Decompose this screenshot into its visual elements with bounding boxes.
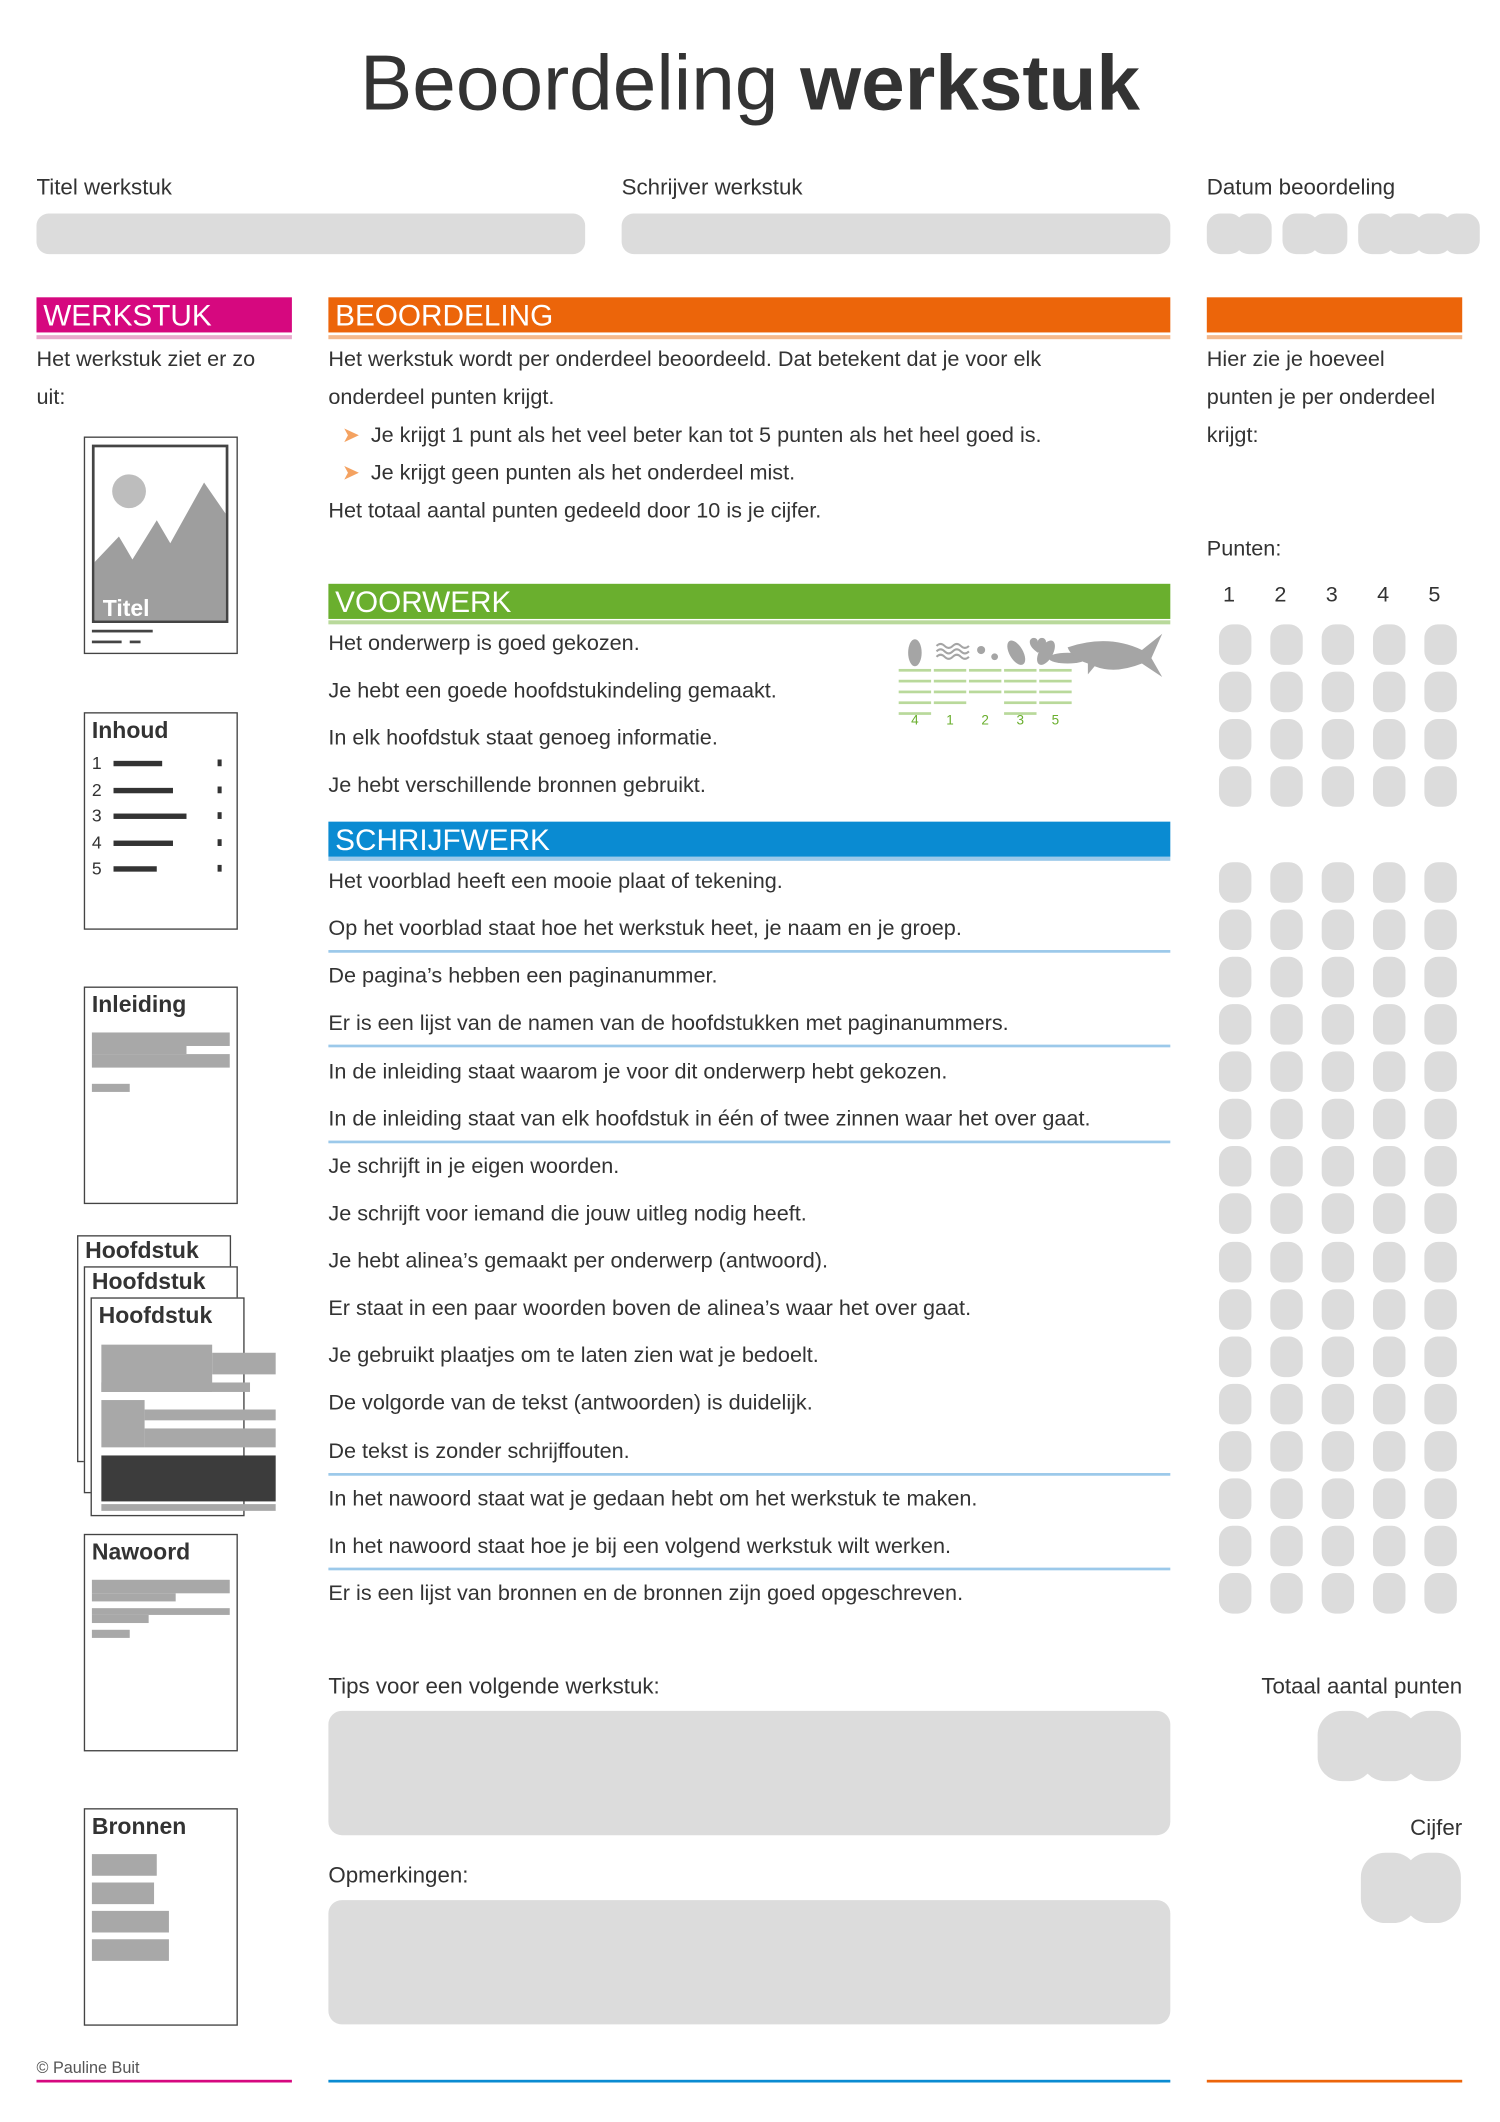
score-line — [1004, 669, 1036, 672]
score-line — [1039, 701, 1071, 704]
titel-field[interactable] — [36, 214, 585, 255]
score-3-checkbox[interactable] — [1322, 862, 1354, 903]
score-2-checkbox[interactable] — [1270, 1099, 1302, 1140]
score-line — [1039, 669, 1071, 672]
criterion-item: In de inleiding staat waarom je voor dit onderwerp hebt gekozen. — [328, 1060, 948, 1084]
score-1-checkbox[interactable] — [1219, 862, 1251, 903]
beoordeling-header: BEOORDELING — [328, 297, 1170, 332]
intro-line: krijgt: — [1206, 424, 1259, 448]
beoordeling-text — [328, 342, 1179, 531]
chevron-icon: ➤ — [341, 424, 361, 448]
beoordeling-underline — [328, 335, 1170, 339]
cijfer-label: Cijfer — [1410, 1816, 1463, 1841]
criterion-item: Er is een lijst van de namen van de hoofdstukken met paginanummers. — [328, 1001, 1170, 1048]
score-3-checkbox[interactable] — [1322, 1051, 1354, 1092]
score-1-checkbox[interactable] — [1219, 1146, 1251, 1187]
score-4-checkbox[interactable] — [1373, 1004, 1405, 1045]
hoofdstuk-title: Hoofdstuk — [85, 1237, 199, 1264]
score-3-checkbox[interactable] — [1322, 1289, 1354, 1330]
score-1-checkbox[interactable] — [1219, 1336, 1251, 1377]
score-4-checkbox[interactable] — [1373, 956, 1405, 997]
score-5-checkbox[interactable] — [1424, 1004, 1456, 1045]
plankton-icon — [991, 653, 998, 660]
bullet-1 — [328, 418, 1179, 456]
digit-box[interactable] — [1404, 1711, 1461, 1781]
score-1-checkbox[interactable] — [1219, 1004, 1251, 1045]
score-label: 4 — [911, 712, 919, 728]
outro-line: Het totaal aantal punten gedeeld door 10 is je cijfer. — [328, 500, 822, 523]
score-3-checkbox[interactable] — [1322, 956, 1354, 997]
intro-line: punten je per onderdeel — [1206, 386, 1436, 410]
score-5-checkbox[interactable] — [1424, 1099, 1456, 1140]
score-2-checkbox[interactable] — [1270, 1336, 1302, 1377]
score-line — [1004, 701, 1036, 704]
score-2-checkbox[interactable] — [1270, 862, 1302, 903]
score-3-checkbox[interactable] — [1322, 1146, 1354, 1187]
criterion-item: Het onderwerp is goed gekozen. — [328, 632, 640, 656]
hoofdstuk-page-icon — [91, 1297, 245, 1516]
bronnen-page-icon — [84, 1808, 238, 2026]
score-5-checkbox[interactable] — [1424, 1384, 1456, 1425]
toc-number: 3 — [91, 805, 102, 826]
nawoord-page-icon — [84, 1534, 238, 1752]
score-5-checkbox[interactable] — [1424, 1479, 1456, 1520]
voorwerk-header: VOORWERK — [328, 584, 1170, 619]
score-label: 1 — [946, 712, 954, 728]
toc-row — [92, 855, 227, 881]
score-4-checkbox[interactable] — [1373, 624, 1405, 665]
score-3-checkbox[interactable] — [1322, 1194, 1354, 1235]
score-4-checkbox[interactable] — [1373, 1051, 1405, 1092]
bullet-text: Je krijgt 1 punt als het veel beter kan tot 5 punten als het heel goed is. — [370, 424, 1042, 448]
score-label: 2 — [981, 712, 989, 728]
criterion-item: Je schrijft in je eigen woorden. — [328, 1155, 620, 1179]
score-4-checkbox[interactable] — [1373, 671, 1405, 712]
chevron-icon: ➤ — [341, 462, 361, 486]
cover-page-icon — [84, 437, 238, 655]
score-4-checkbox[interactable] — [1373, 1194, 1405, 1235]
score-line — [1039, 680, 1071, 683]
score-5-checkbox[interactable] — [1424, 624, 1456, 665]
score-3-checkbox[interactable] — [1322, 1099, 1354, 1140]
score-line — [899, 691, 931, 694]
cijfer-field[interactable] — [1361, 1853, 1453, 1923]
score-5-checkbox[interactable] — [1424, 766, 1456, 807]
toc-row — [92, 750, 227, 776]
date-group[interactable] — [1207, 214, 1264, 255]
punten-label: Punten: — [1206, 537, 1282, 561]
score-2-checkbox[interactable] — [1270, 956, 1302, 997]
points-header — [1207, 297, 1462, 332]
score-5-checkbox[interactable] — [1424, 1431, 1456, 1472]
toc-row — [92, 803, 227, 829]
score-line — [899, 701, 931, 704]
criterion-item: Er is een lijst van bronnen en de bronnen zijn goed opgeschreven. — [328, 1582, 964, 1606]
toc-number: 1 — [91, 752, 102, 774]
score-1-checkbox[interactable] — [1219, 1526, 1251, 1567]
criterion-item: De tekst is zonder schrijffouten. — [328, 1428, 1170, 1475]
points-intro — [1207, 342, 1477, 456]
inhoud-title: Inhoud — [91, 717, 169, 744]
bronnen-title: Bronnen — [91, 1813, 187, 1840]
score-4-checkbox[interactable] — [1373, 1146, 1405, 1187]
score-2-checkbox[interactable] — [1270, 624, 1302, 665]
score-5-checkbox[interactable] — [1424, 956, 1456, 997]
fish-icon — [908, 639, 922, 666]
score-4-checkbox[interactable] — [1373, 1099, 1405, 1140]
schrijfwerk-header: SCHRIJFWERK — [328, 822, 1170, 857]
scale-number: 2 — [1274, 583, 1287, 607]
score-5-checkbox[interactable] — [1424, 1194, 1456, 1235]
intro-line: Hier zie je hoeveel — [1206, 348, 1385, 372]
hoofdstuk-title: Hoofdstuk — [98, 1302, 213, 1329]
werkstuk-underline — [36, 335, 291, 339]
toc-row — [92, 776, 227, 802]
date-group[interactable] — [1358, 214, 1472, 255]
criterion-item: In de inleiding staat van elk hoofdstuk in één of twee zinnen waar het over gaat. — [328, 1095, 1170, 1142]
date-digit-box[interactable] — [1443, 214, 1479, 255]
score-line — [1004, 691, 1036, 694]
date-digit-box[interactable] — [1235, 214, 1271, 255]
score-1-checkbox[interactable] — [1219, 956, 1251, 997]
score-2-checkbox[interactable] — [1270, 1194, 1302, 1235]
score-1-checkbox[interactable] — [1219, 624, 1251, 665]
score-5-checkbox[interactable] — [1424, 1051, 1456, 1092]
score-4-checkbox[interactable] — [1373, 766, 1405, 807]
score-5-checkbox[interactable] — [1424, 1336, 1456, 1377]
datum-label: Datum beoordeling — [1206, 175, 1396, 201]
score-5-checkbox[interactable] — [1424, 862, 1456, 903]
title-bold: werkstuk — [800, 39, 1141, 128]
score-2-checkbox[interactable] — [1270, 1384, 1302, 1425]
score-line — [1004, 680, 1036, 683]
schrijver-field[interactable] — [622, 214, 1171, 255]
schrijver-label: Schrijver werkstuk — [621, 175, 803, 201]
score-line — [934, 691, 966, 694]
dolphin-icon — [1004, 638, 1029, 668]
score-1-checkbox[interactable] — [1219, 1051, 1251, 1092]
date-group[interactable] — [1282, 214, 1339, 255]
criterion-item: Je schrijft voor iemand die jouw uitleg nodig heeft. — [328, 1202, 807, 1226]
score-3-checkbox[interactable] — [1322, 1431, 1354, 1472]
score-1-checkbox[interactable] — [1219, 1431, 1251, 1472]
criterion-item: Op het voorblad staat hoe het werkstuk heet, je naam en je groep. — [328, 906, 1170, 953]
score-4-checkbox[interactable] — [1373, 1384, 1405, 1425]
score-1-checkbox[interactable] — [1219, 1241, 1251, 1282]
totaal-label: Totaal aantal punten — [1261, 1674, 1463, 1699]
score-label: 5 — [1051, 712, 1060, 728]
scale-number: 5 — [1428, 583, 1441, 607]
shark-icon — [1068, 634, 1163, 677]
score-1-checkbox[interactable] — [1219, 671, 1251, 712]
criterion-item: In het nawoord staat wat je gedaan hebt om het werkstuk te maken. — [328, 1487, 978, 1511]
title-light: Beoordeling — [360, 39, 779, 128]
score-2-checkbox[interactable] — [1270, 671, 1302, 712]
score-line — [934, 669, 966, 672]
score-line — [934, 680, 966, 683]
score-3-checkbox[interactable] — [1322, 1241, 1354, 1282]
score-line — [969, 680, 1001, 683]
criterion-item: Er staat in een paar woorden boven de alinea’s waar het over gaat. — [328, 1297, 972, 1321]
toc-number: 2 — [91, 779, 102, 800]
criterion-item: In elk hoofdstuk staat genoeg informatie. — [328, 727, 718, 751]
scale-number: 1 — [1223, 583, 1236, 607]
criterion-item: Je gebruikt plaatjes om te laten zien wat je bedoelt. — [328, 1345, 819, 1369]
score-5-checkbox[interactable] — [1424, 719, 1456, 760]
scale-number: 3 — [1325, 583, 1338, 607]
footer-line-werkstuk — [36, 2080, 291, 2083]
score-5-checkbox[interactable] — [1424, 1526, 1456, 1567]
werkstuk-header: WERKSTUK — [36, 297, 291, 332]
score-5-checkbox[interactable] — [1424, 1241, 1456, 1282]
score-line — [899, 669, 931, 672]
score-3-checkbox[interactable] — [1322, 1004, 1354, 1045]
score-4-checkbox[interactable] — [1373, 1289, 1405, 1330]
score-2-checkbox[interactable] — [1270, 766, 1302, 807]
score-1-checkbox[interactable] — [1219, 1289, 1251, 1330]
score-2-checkbox[interactable] — [1270, 1146, 1302, 1187]
score-line — [1039, 691, 1071, 694]
nawoord-title: Nawoord — [91, 1539, 191, 1565]
intro-line-1: Het werkstuk wordt per onderdeel beoordeeld. Dat betekent dat je voor elk — [328, 348, 1042, 372]
score-1-checkbox[interactable] — [1219, 1384, 1251, 1425]
score-label: 3 — [1016, 712, 1025, 728]
score-2-checkbox[interactable] — [1270, 1479, 1302, 1520]
inleiding-page-icon — [84, 987, 238, 1205]
score-4-checkbox[interactable] — [1373, 1241, 1405, 1282]
hoofdstuk-title: Hoofdstuk — [91, 1268, 206, 1295]
toc-number: 5 — [91, 858, 102, 879]
score-4-checkbox[interactable] — [1373, 1574, 1405, 1615]
score-2-checkbox[interactable] — [1270, 909, 1302, 950]
score-4-checkbox[interactable] — [1373, 862, 1405, 903]
score-1-checkbox[interactable] — [1219, 1574, 1251, 1615]
score-5-checkbox[interactable] — [1424, 1146, 1456, 1187]
score-1-checkbox[interactable] — [1219, 719, 1251, 760]
score-2-checkbox[interactable] — [1270, 1241, 1302, 1282]
score-1-checkbox[interactable] — [1219, 766, 1251, 807]
footer-line-beoordeling — [328, 2080, 1170, 2083]
criterion-item: De volgorde van de tekst (antwoorden) is duidelijk. — [328, 1392, 813, 1416]
werkstuk-intro: Het werkstuk ziet er zo uit: — [36, 348, 256, 410]
score-4-checkbox[interactable] — [1373, 1526, 1405, 1567]
waves-icon — [937, 649, 969, 653]
tips-label: Tips voor een volgende werkstuk: — [328, 1674, 660, 1699]
score-4-checkbox[interactable] — [1373, 909, 1405, 950]
score-line — [969, 669, 1001, 672]
score-1-checkbox[interactable] — [1219, 1194, 1251, 1235]
score-4-checkbox[interactable] — [1373, 1479, 1405, 1520]
page-title — [0, 38, 1500, 129]
score-5-checkbox[interactable] — [1424, 909, 1456, 950]
toc-row — [92, 829, 227, 855]
score-3-checkbox[interactable] — [1322, 1526, 1354, 1567]
criterion-item: Het voorblad heeft een mooie plaat of tekening. — [328, 870, 783, 894]
score-line — [934, 701, 966, 704]
totaal-field[interactable] — [1318, 1711, 1453, 1781]
score-2-checkbox[interactable] — [1270, 1289, 1302, 1330]
waves-icon — [937, 655, 969, 659]
cover-title: Titel — [102, 595, 150, 622]
score-line — [899, 680, 931, 683]
score-2-checkbox[interactable] — [1270, 1526, 1302, 1567]
score-2-checkbox[interactable] — [1270, 1004, 1302, 1045]
waves-icon — [937, 644, 969, 648]
criterion-item: De pagina’s hebben een paginanummer. — [328, 965, 718, 989]
score-3-checkbox[interactable] — [1322, 1479, 1354, 1520]
criterion-item: In het nawoord staat hoe je bij een volgend werkstuk wilt werken. — [328, 1523, 1170, 1570]
criterion-item: Je hebt alinea’s gemaakt per onderwerp (antwoord). — [328, 1250, 829, 1274]
score-3-checkbox[interactable] — [1322, 719, 1354, 760]
scale-number: 4 — [1377, 583, 1390, 607]
datum-field[interactable] — [1207, 214, 1491, 255]
digit-box[interactable] — [1404, 1853, 1461, 1923]
score-3-checkbox[interactable] — [1322, 1384, 1354, 1425]
intro-line-2: onderdeel punten krijgt. — [328, 386, 555, 410]
score-4-checkbox[interactable] — [1373, 719, 1405, 760]
point-scale-illustration — [892, 628, 1176, 736]
score-1-checkbox[interactable] — [1219, 1479, 1251, 1520]
bullet-text: Je krijgt geen punten als het onderdeel mist. — [370, 462, 796, 486]
toc-number: 4 — [91, 831, 102, 853]
score-2-checkbox[interactable] — [1270, 719, 1302, 760]
score-2-checkbox[interactable] — [1270, 1051, 1302, 1092]
footer-line-points — [1207, 2080, 1462, 2083]
score-5-checkbox[interactable] — [1424, 1289, 1456, 1330]
date-digit-box[interactable] — [1311, 214, 1347, 255]
score-1-checkbox[interactable] — [1219, 1099, 1251, 1140]
plankton-icon — [977, 646, 985, 654]
tips-field[interactable] — [328, 1711, 1170, 1835]
score-3-checkbox[interactable] — [1322, 909, 1354, 950]
score-4-checkbox[interactable] — [1373, 1336, 1405, 1377]
score-5-checkbox[interactable] — [1424, 1574, 1456, 1615]
score-2-checkbox[interactable] — [1270, 1431, 1302, 1472]
score-3-checkbox[interactable] — [1322, 766, 1354, 807]
score-1-checkbox[interactable] — [1219, 909, 1251, 950]
bullet-2 — [328, 455, 1179, 493]
score-3-checkbox[interactable] — [1322, 1336, 1354, 1377]
score-3-checkbox[interactable] — [1322, 671, 1354, 712]
copyright: © Pauline Buit — [36, 2058, 140, 2078]
titel-label: Titel werkstuk — [36, 175, 172, 201]
score-line — [969, 691, 1001, 694]
score-2-checkbox[interactable] — [1270, 1574, 1302, 1615]
inhoud-page-icon — [84, 712, 238, 930]
inleiding-title: Inleiding — [91, 991, 187, 1018]
criterion-item: Je hebt verschillende bronnen gebruikt. — [328, 774, 706, 798]
criterion-item: Je hebt een goede hoofdstukindeling gemaakt. — [328, 679, 777, 703]
opmerkingen-field[interactable] — [328, 1900, 1170, 2024]
score-3-checkbox[interactable] — [1322, 1574, 1354, 1615]
points-underline — [1207, 335, 1462, 339]
opmerkingen-label: Opmerkingen: — [328, 1863, 469, 1888]
score-3-checkbox[interactable] — [1322, 624, 1354, 665]
score-5-checkbox[interactable] — [1424, 671, 1456, 712]
score-4-checkbox[interactable] — [1373, 1431, 1405, 1472]
